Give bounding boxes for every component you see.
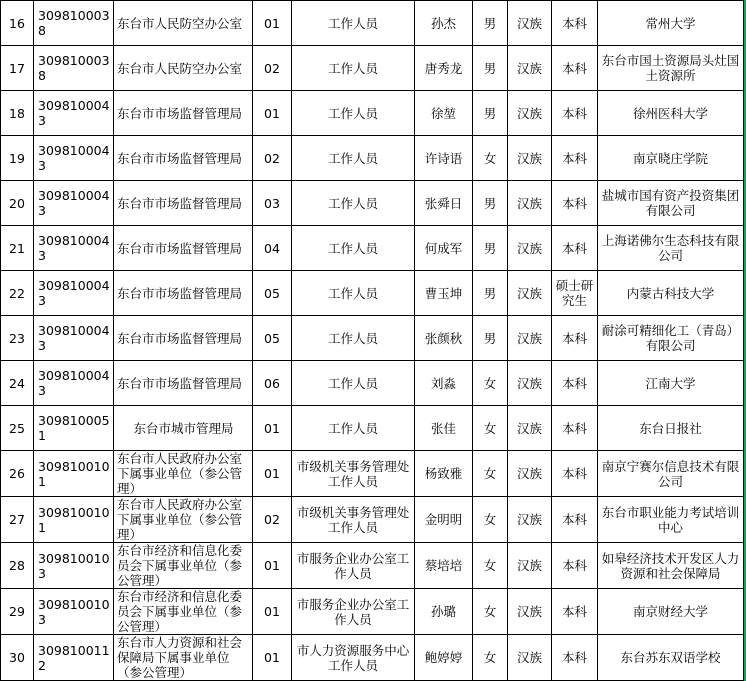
cell-post[interactable]: 工作人员 xyxy=(292,226,415,271)
cell-unit[interactable]: 东台市人民防空办公室 xyxy=(114,46,253,91)
cell-ethnicity[interactable]: 汉族 xyxy=(508,181,552,226)
cell-school[interactable]: 常州大学 xyxy=(598,1,744,46)
cell-gender[interactable]: 女 xyxy=(473,589,508,635)
cell-education[interactable]: 本科 xyxy=(552,91,598,136)
cell-name[interactable]: 张颜秋 xyxy=(415,316,473,361)
cell-gender[interactable]: 女 xyxy=(473,635,508,681)
cell-gender[interactable]: 男 xyxy=(473,1,508,46)
cell-post[interactable]: 市服务企业办公室工作人员 xyxy=(292,543,415,589)
cell-seq[interactable]: 27 xyxy=(1,497,34,543)
cell-gender[interactable]: 女 xyxy=(473,497,508,543)
cell-code[interactable]: 3098100103 xyxy=(34,543,114,589)
cell-post-code[interactable]: 02 xyxy=(253,497,292,543)
cell-unit[interactable]: 东台市人民政府办公室下属事业单位（参公管理） xyxy=(114,497,253,543)
table-row xyxy=(1,226,744,271)
cell-ethnicity[interactable]: 汉族 xyxy=(508,46,552,91)
table-row xyxy=(1,46,744,91)
cell-school[interactable]: 上海诺佛尔生态科技有限公司 xyxy=(598,226,744,271)
cell-code[interactable]: 3098100043 xyxy=(34,91,114,136)
table-row xyxy=(1,91,744,136)
cell-school[interactable]: 耐涂可精细化工（青岛）有限公司 xyxy=(598,316,744,361)
cell-post[interactable]: 工作人员 xyxy=(292,361,415,406)
cell-seq[interactable]: 20 xyxy=(1,181,34,226)
cell-post-code[interactable]: 05 xyxy=(253,316,292,361)
cell-code[interactable]: 3098100043 xyxy=(34,136,114,181)
cell-post-code[interactable]: 01 xyxy=(253,91,292,136)
table-row xyxy=(1,136,744,181)
cell-ethnicity[interactable]: 汉族 xyxy=(508,91,552,136)
cell-gender[interactable]: 男 xyxy=(473,226,508,271)
cell-ethnicity[interactable]: 汉族 xyxy=(508,271,552,316)
cell-unit[interactable]: 东台市市场监督管理局 xyxy=(114,316,253,361)
cell-post-code[interactable]: 01 xyxy=(253,543,292,589)
cell-post-code[interactable]: 02 xyxy=(253,136,292,181)
cell-name[interactable]: 唐秀龙 xyxy=(415,46,473,91)
cell-school[interactable]: 如皋经济技术开发区人力资源和社会保障局 xyxy=(598,543,744,589)
cell-school[interactable]: 徐州医科大学 xyxy=(598,91,744,136)
cell-post[interactable]: 市级机关事务管理处工作人员 xyxy=(292,451,415,497)
cell-unit[interactable]: 东台市市场监督管理局 xyxy=(114,226,253,271)
cell-gender[interactable]: 女 xyxy=(473,136,508,181)
table-row xyxy=(1,181,744,226)
cell-gender[interactable]: 女 xyxy=(473,406,508,451)
table-row xyxy=(1,497,744,543)
cell-seq[interactable]: 18 xyxy=(1,91,34,136)
cell-code[interactable]: 3098100051 xyxy=(34,406,114,451)
cell-code[interactable]: 3098100112 xyxy=(34,635,114,681)
cell-unit[interactable]: 东台市市场监督管理局 xyxy=(114,91,253,136)
cell-gender[interactable]: 男 xyxy=(473,91,508,136)
cell-unit[interactable]: 东台市市场监督管理局 xyxy=(114,136,253,181)
cell-unit[interactable]: 东台市人民防空办公室 xyxy=(114,1,253,46)
cell-seq[interactable]: 25 xyxy=(1,406,34,451)
cell-gender[interactable]: 女 xyxy=(473,361,508,406)
cell-code[interactable]: 3098100038 xyxy=(34,46,114,91)
cell-gender[interactable]: 男 xyxy=(473,271,508,316)
cell-school[interactable]: 内蒙古科技大学 xyxy=(598,271,744,316)
cell-education[interactable]: 本科 xyxy=(552,497,598,543)
cell-unit[interactable]: 东台市人力资源和社会保障局下属事业单位（参公管理） xyxy=(114,635,253,681)
cell-education[interactable]: 硕士研究生 xyxy=(552,271,598,316)
table-row xyxy=(1,271,744,316)
cell-code[interactable]: 3098100043 xyxy=(34,271,114,316)
cell-post[interactable]: 工作人员 xyxy=(292,91,415,136)
cell-ethnicity[interactable]: 汉族 xyxy=(508,589,552,635)
cell-post-code[interactable]: 06 xyxy=(253,361,292,406)
cell-post-code[interactable]: 01 xyxy=(253,451,292,497)
cell-ethnicity[interactable]: 汉族 xyxy=(508,543,552,589)
cell-school[interactable]: 南京宁赛尔信息技术有限公司 xyxy=(598,451,744,497)
cell-seq[interactable]: 30 xyxy=(1,635,34,681)
cell-education[interactable]: 本科 xyxy=(552,316,598,361)
cell-code[interactable]: 3098100101 xyxy=(34,497,114,543)
cell-code[interactable]: 3098100101 xyxy=(34,451,114,497)
cell-ethnicity[interactable]: 汉族 xyxy=(508,136,552,181)
cell-name[interactable]: 何成军 xyxy=(415,226,473,271)
cell-ethnicity[interactable]: 汉族 xyxy=(508,451,552,497)
cell-post-code[interactable]: 01 xyxy=(253,589,292,635)
cell-ethnicity[interactable]: 汉族 xyxy=(508,226,552,271)
cell-gender[interactable]: 女 xyxy=(473,451,508,497)
cell-name[interactable]: 曹玉坤 xyxy=(415,271,473,316)
cell-school[interactable]: 东台日报社 xyxy=(598,406,744,451)
cell-school[interactable]: 东台市国土资源局头灶国土资源所 xyxy=(598,46,744,91)
cell-seq[interactable]: 21 xyxy=(1,226,34,271)
cell-unit[interactable]: 东台市市场监督管理局 xyxy=(114,181,253,226)
cell-seq[interactable]: 28 xyxy=(1,543,34,589)
cell-school[interactable]: 南京财经大学 xyxy=(598,589,744,635)
cell-code[interactable]: 3098100038 xyxy=(34,1,114,46)
cell-ethnicity[interactable]: 汉族 xyxy=(508,497,552,543)
cell-ethnicity[interactable]: 汉族 xyxy=(508,406,552,451)
cell-ethnicity[interactable]: 汉族 xyxy=(508,635,552,681)
cell-gender[interactable]: 男 xyxy=(473,181,508,226)
cell-unit[interactable]: 东台市人民政府办公室下属事业单位（参公管理） xyxy=(114,451,253,497)
cell-gender[interactable]: 男 xyxy=(473,46,508,91)
cell-education[interactable]: 本科 xyxy=(552,1,598,46)
cell-seq[interactable]: 23 xyxy=(1,316,34,361)
cell-school[interactable]: 东台苏东双语学校 xyxy=(598,635,744,681)
cell-post-code[interactable]: 01 xyxy=(253,406,292,451)
table-row xyxy=(1,316,744,361)
cell-post[interactable]: 工作人员 xyxy=(292,46,415,91)
cell-post[interactable]: 工作人员 xyxy=(292,406,415,451)
cell-education[interactable]: 本科 xyxy=(552,451,598,497)
table-row xyxy=(1,361,744,406)
cell-education[interactable]: 本科 xyxy=(552,136,598,181)
table-body xyxy=(1,1,744,681)
cell-unit[interactable]: 东台市经济和信息化委员会下属事业单位（参公管理） xyxy=(114,589,253,635)
cell-seq[interactable]: 24 xyxy=(1,361,34,406)
cell-ethnicity[interactable]: 汉族 xyxy=(508,361,552,406)
cell-name[interactable]: 张佳 xyxy=(415,406,473,451)
cell-gender[interactable]: 男 xyxy=(473,316,508,361)
cell-ethnicity[interactable]: 汉族 xyxy=(508,1,552,46)
cell-post-code[interactable]: 01 xyxy=(253,1,292,46)
cell-seq[interactable]: 26 xyxy=(1,451,34,497)
cell-education[interactable]: 本科 xyxy=(552,543,598,589)
cell-ethnicity[interactable]: 汉族 xyxy=(508,316,552,361)
cell-education[interactable]: 本科 xyxy=(552,46,598,91)
cell-school[interactable]: 东台市职业能力考试培训中心 xyxy=(598,497,744,543)
cell-name[interactable]: 徐堃 xyxy=(415,91,473,136)
cell-post[interactable]: 市级机关事务管理处工作人员 xyxy=(292,497,415,543)
cell-name[interactable]: 许诗语 xyxy=(415,136,473,181)
table-row xyxy=(1,406,744,451)
cell-school[interactable]: 江南大学 xyxy=(598,361,744,406)
cell-name[interactable]: 蔡培培 xyxy=(415,543,473,589)
cell-post-code[interactable]: 05 xyxy=(253,271,292,316)
cell-post[interactable]: 工作人员 xyxy=(292,271,415,316)
cell-unit[interactable]: 东台市市场监督管理局 xyxy=(114,361,253,406)
table-row xyxy=(1,635,744,681)
table-row xyxy=(1,589,744,635)
cell-seq[interactable]: 19 xyxy=(1,136,34,181)
cell-education[interactable]: 本科 xyxy=(552,181,598,226)
cell-education[interactable]: 本科 xyxy=(552,226,598,271)
cell-post-code[interactable]: 03 xyxy=(253,181,292,226)
cell-code[interactable]: 3098100043 xyxy=(34,316,114,361)
cell-education[interactable]: 本科 xyxy=(552,361,598,406)
cell-education[interactable]: 本科 xyxy=(552,589,598,635)
cell-school[interactable]: 南京晓庄学院 xyxy=(598,136,744,181)
cell-name[interactable]: 孙璐 xyxy=(415,589,473,635)
cell-seq[interactable]: 22 xyxy=(1,271,34,316)
cell-name[interactable]: 鲍婷婷 xyxy=(415,635,473,681)
cell-post[interactable]: 市人力资源服务中心工作人员 xyxy=(292,635,415,681)
cell-post-code[interactable]: 02 xyxy=(253,46,292,91)
cell-post[interactable]: 工作人员 xyxy=(292,316,415,361)
cell-code[interactable]: 3098100043 xyxy=(34,181,114,226)
cell-post-code[interactable]: 04 xyxy=(253,226,292,271)
cell-code[interactable]: 3098100103 xyxy=(34,589,114,635)
cell-unit[interactable]: 东台市经济和信息化委员会下属事业单位（参公管理） xyxy=(114,543,253,589)
cell-code[interactable]: 3098100043 xyxy=(34,361,114,406)
cell-post[interactable]: 工作人员 xyxy=(292,181,415,226)
table-row xyxy=(1,1,744,46)
cell-name[interactable]: 刘淼 xyxy=(415,361,473,406)
cell-name[interactable]: 杨致雅 xyxy=(415,451,473,497)
cell-post-code[interactable]: 01 xyxy=(253,635,292,681)
cell-name[interactable]: 金明明 xyxy=(415,497,473,543)
cell-unit[interactable]: 东台市城市管理局 xyxy=(114,406,253,451)
cell-code[interactable]: 3098100043 xyxy=(34,226,114,271)
table-row xyxy=(1,451,744,497)
cell-post[interactable]: 工作人员 xyxy=(292,1,415,46)
cell-seq[interactable]: 16 xyxy=(1,1,34,46)
cell-post[interactable]: 工作人员 xyxy=(292,136,415,181)
cell-name[interactable]: 孙杰 xyxy=(415,1,473,46)
cell-school[interactable]: 盐城市国有资产投资集团有限公司 xyxy=(598,181,744,226)
cell-unit[interactable]: 东台市市场监督管理局 xyxy=(114,271,253,316)
cell-seq[interactable]: 29 xyxy=(1,589,34,635)
cell-gender[interactable]: 女 xyxy=(473,543,508,589)
cell-post[interactable]: 市服务企业办公室工作人员 xyxy=(292,589,415,635)
cell-name[interactable]: 张舜日 xyxy=(415,181,473,226)
cell-education[interactable]: 本科 xyxy=(552,635,598,681)
cell-education[interactable]: 本科 xyxy=(552,406,598,451)
cell-seq[interactable]: 17 xyxy=(1,46,34,91)
table-row xyxy=(1,543,744,589)
